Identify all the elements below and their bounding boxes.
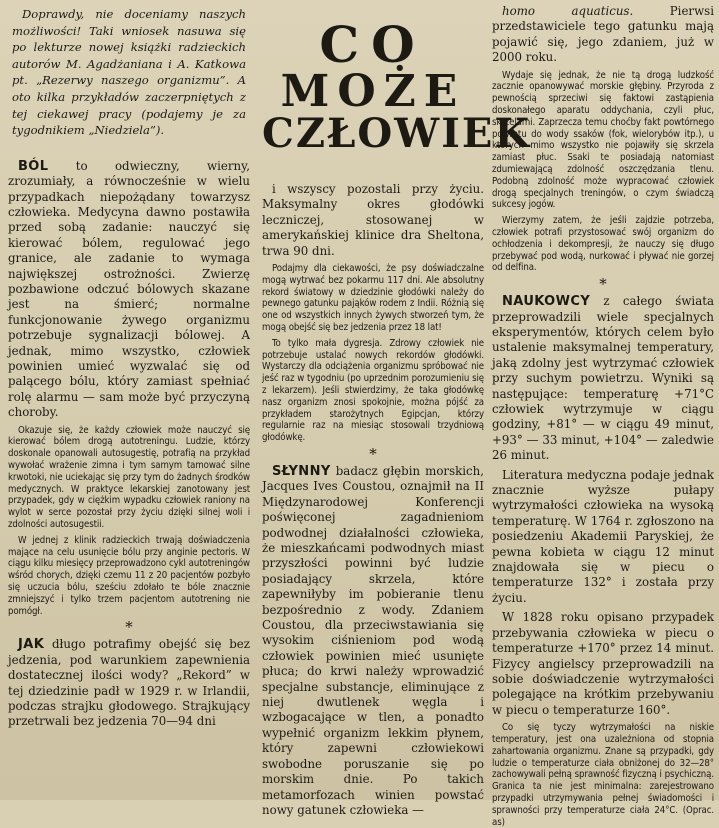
bol-paragraph-3: W jednej z klinik radzieckich trwają doświadczenia mające na celu usunięcie bólu przy anginie pectoris. W ciągu kilku miesięcy przeprowadzono cykl autotreningów wśród chorych, dzięki czemu 11 z 20 pacjentów pozbyło się uczucia bólu, sześciu zdołało te bóle znacznie zmniejszyć i tylko trzem pacjentom autotrening nie pomógł. [8,534,250,617]
naukowcy-heading: NAUKOWCY [502,294,591,310]
section-separator-star: * [599,275,607,294]
section-separator-star: * [125,618,133,637]
naukowcy-paragraph-2: Literatura medyczna podaje jednak znacznie wyższe pułapy wytrzymałości człowieka na wysoką temperaturę. W 1764 r. zgłoszono na posiedzeniu Akademii Paryskiej, że pewna kobieta w ciągu 12 minut znajdowała się w piecu o temperaturze 132° i została przy życiu. [492,467,714,605]
slynny-paragraph-3: Wierzymy zatem, że jeśli zajdzie potrzeba, człowiek potrafi przystosować swój organizm do ochłodzenia i dekompresji, że nauczy się długo przebywać pod wodą, nurkować i pływać nie gorzej od delfina. [492,215,714,274]
slynny-paragraph-1: SŁYNNY badacz głębin morskich, Jacques Ives Coustou, oznajmił na II Międzynarodowej Konferencji poświęconej zagadnieniom podwodnej działalności człowieka, że mieszkańcami podwodnych miast przyszłości powinni być ludzie posiadający skrzela, które zapewniłyby im pobieranie tlenu bezpośrednio z wody. Zdaniem Coustou, dla przeciwstawiania się wysokim ciśnieniom pod wodą człowiek powinien mieć usunięte płuca; do krwi należy wprowadzić specjalne substancje, eliminujące z niej dwutlenek węgla i wzbogacające w tlen, a ponadto wypełnić organizm lekkim płynem, który zapewni człowiekowi swobodne poruszanie się po morskim dnie. Po takich metamorfozach winien powstać nowy gatunek człowieka — [262,463,484,817]
title-line-1: CO [319,15,427,74]
article-title [262,15,532,157]
naukowcy-paragraph-4: Co się tyczy wytrzymałości na niskie temperatury, jest ona uzależniona od stopnia zahartowania organizmu. Znane są przypadki, gdy ludzie o temperaturze ciała obniżonej do 32—28° zachowywali pełną sprawność fizyczną i psychiczną. Granica ta nie jest minimalna: zarejestrowano przypadki utrzymywania pełnej świadomości i sprawności przy temperaturze ciała 24°C. (Oprac. as) [492,722,714,828]
title-line-2: MOŻE [280,66,466,117]
bol-paragraph-2: Okazuje się, że każdy człowiek może nauczyć się kierować bólem drogą autotreningu. Ludzie, którzy doskonale opanowali autosugestię, potrafią na przykład wywołać wrażenie zimna i tym samym tamować silne krwotoki, nie uciekając się przy tym do żadnych środków medycznych. W praktyce lekarskiej zanotowany jest przypadek, gdy w ciężkim wypadku człowiek raniony na wylot w serce pozostał przy życiu dzięki silnej woli i zdolności autosugestii. [8,424,250,531]
column-3 [492,0,715,828]
jak-paragraph-2: Podajmy dla ciekawości, że psy doświadczalne mogą wytrwać bez pokarmu 117 dni. Ale absolutny rekord światowy w dziedzinie głodówki należy do pewnego gatunku pająków rodem z Indii. Różnią się one od wszystkich innych żywych stworzeń tym, że mogą obejść się bez jedzenia przez 18 lat! [262,263,484,334]
intro-paragraph: Doprawdy, nie doceniamy naszych możliwości! Taki wniosek nasuwa się po lekturze nowej książki radzieckich autorów M. Agadżaniana i A. Katkowa pt. „Rezerwy naszego organizmu”. A oto kilka przykładów zaczerpniętych z tej ciekawej pracy (podajemy je za tygodnikiem „Niedziela”). [12,7,246,138]
jak-paragraph-3: To tylko mała dygresja. Zdrowy człowiek nie potrzebuje ustalać nowych rekordów głodówki. Wystarczy dla odciążenia organizmu spróbować nie jeść raz w tygodniu (po uprzednim porozumieniu się z lekarzem). Jeśli stwierdzimy, że taka głodówkę nasz organizm znosi spokojnie, można pójść za przykładem starożytnych Egipcjan, którzy regularnie raz na miesiąc stosowali trzydniową głodówkę. [262,337,484,444]
slynny-emphasis: homo aquaticus. [502,4,634,18]
bol-heading: BÓL [18,158,49,174]
column-2 [262,0,532,817]
jak-paragraph-1-continued: i wszyscy pozostali przy życiu. Maksymalny okres głodówki leczniczej, stosowanej w amerykańskiej klinice dra Sheltona, trwa 90 dni. [262,182,484,258]
jak-paragraph-1: JAK długo potrafimy obejść się bez jedzenia, pod warunkiem zapewnienia dostatecznej ilości wody? „Rekord” w tej dziedzinie padł w 1929 r. w Irlandii, podczas strajku głodowego. Strajkujący przetrwali bez jedzenia 70—94 dni [8,637,250,729]
slynny-heading: SŁYNNY [272,463,331,479]
column-1 [8,0,250,800]
slynny-paragraph-2: Wydaje się jednak, że nie tą drogą ludzkość zacznie opanowywać morskie głębiny. Przyroda z pewnością sprzeciwi się faktowi zastąpienia doskonałego aparatu oddychania, czyli płuc, skrzelami. Zaprzecza temu choćby fakt powtórnego powrotu do wody ssaków (fok, wielorybów itp.), u których mimo wszystko nie pojawiły się skrzela zamiast płuc. Ssaki te posiadają natomiast zdumiewającą zdolność oszczędzania tlenu. Podobną zdolność może wypracować człowiek drogą specjalnych treningów, o czym świadczą sukcesy jogów. [492,69,714,211]
title-line-3: CZŁOWIEK [262,110,532,157]
bol-paragraph-1: BÓL to odwieczny, wierny, zrozumiały, a równocześnie w wielu przypadkach niepożądany towarzysz człowieka. Medycyna dawno postawiła przed sobą zadanie: nauczyć się kierować bólem, regulować jego granice, ale zadanie to wymaga największej ostrożności. Zwierzę pozbawione odczuć bólowych skazane jest na śmierć; normalne funkcjonowanie żywego organizmu potrzebuje sygnalizacji bólowej. A jednak, mimo wszystko, człowiek powinien umieć wyzwalać się od palącego bólu, który zamiast spełniać rolę alarmu — sam może być przyczyną choroby. [8,158,250,420]
jak-heading: JAK [18,637,45,653]
naukowcy-paragraph-1: NAUKOWCY z całego świata przeprowadzili wiele specjalnych eksperymentów, których celem było ustalenie maksymalnej temperatury, jaką zdolny jest wytrzymać człowiek przy suchym powietrzu. Wyniki są następujące: temperaturę +71°C człowiek wytrzymuje w ciągu godziny, +81° — w ciągu 49 minut, +93° — 33 minut, +104° — zaledwie 26 minut. [492,294,715,463]
naukowcy-paragraph-3: W 1828 roku opisano przypadek przebywania człowieka w piecu o temperaturze +170° przez 14 minut. Fizycy angielscy przeprowadzili na sobie doświadczenie wytrzymałości polegające na krótkim przebywaniu w piecu o temperaturze 160°. [492,610,714,717]
section-separator-star: * [369,444,377,463]
slynny-paragraph-1-continued: homo aquaticus. Pierwsi przedstawiciele tego gatunku mają pojawić się, jego zdaniem, już w 2000 roku. [492,4,714,65]
